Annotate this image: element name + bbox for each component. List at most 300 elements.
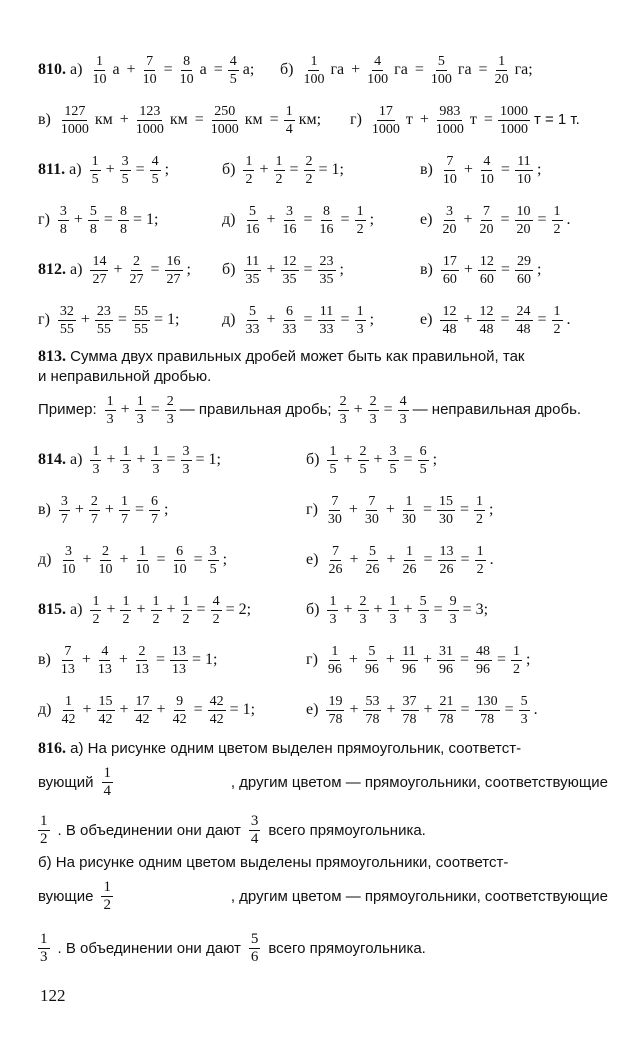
numerator: 3 — [286, 203, 293, 219]
fraction — [165, 254, 183, 287]
denominator: 13 — [97, 661, 112, 677]
denominator: 100 — [367, 71, 389, 87]
text-line: б) На рисунке одним цветом выделены прямоугольники, соответст- — [38, 854, 509, 871]
fraction — [151, 444, 162, 477]
denominator: 10 — [142, 71, 157, 87]
fraction — [438, 694, 456, 727]
fraction — [363, 694, 381, 727]
equation-item — [420, 146, 545, 194]
fraction — [441, 154, 459, 187]
unit-text: ; — [489, 501, 494, 518]
item-letter: в) — [38, 501, 51, 518]
fraction — [135, 394, 146, 427]
operator: = — [500, 161, 510, 178]
operator: + — [73, 211, 83, 228]
unit-text: ; — [536, 261, 542, 278]
equation-item — [38, 386, 585, 434]
unit-text: — неправильная дробь. — [412, 401, 582, 418]
item-letter: а) — [69, 161, 82, 178]
operator: + — [373, 601, 383, 618]
operator: = — [433, 601, 443, 618]
denominator: 60 — [479, 271, 494, 287]
numerator: 7 — [368, 493, 376, 509]
numerator: 4 — [483, 153, 491, 169]
denominator: 42 — [172, 711, 187, 727]
equation-item — [420, 246, 545, 294]
operator: = — [134, 501, 144, 518]
item-letter: г) — [38, 211, 50, 228]
numerator: 10 — [516, 203, 531, 219]
operator: = — [460, 551, 470, 568]
fraction — [438, 544, 456, 577]
operator: = — [340, 211, 350, 228]
operator: + — [386, 551, 396, 568]
fraction — [398, 394, 409, 427]
numerator: 8 — [183, 53, 191, 69]
fraction — [365, 54, 390, 87]
numerator: 5 — [89, 203, 97, 219]
numerator: 11 — [319, 303, 334, 319]
problem-813-text — [38, 346, 608, 368]
numerator: 1 — [152, 593, 160, 609]
fraction — [368, 394, 379, 427]
denominator: 3 — [520, 711, 528, 727]
fraction — [243, 304, 261, 337]
denominator: 3 — [449, 611, 457, 627]
problem-816b-line2 — [38, 872, 608, 920]
operator: = — [483, 111, 493, 128]
fraction — [338, 394, 349, 427]
numerator: 16 — [166, 253, 181, 269]
item-letter: г) — [350, 111, 362, 128]
operator: + — [349, 551, 359, 568]
fraction — [474, 494, 485, 527]
fraction — [134, 694, 152, 727]
problem-816a-line1 — [38, 738, 608, 760]
numerator: 2 — [138, 643, 146, 659]
operator: = — [193, 551, 203, 568]
operator: = — [163, 61, 173, 78]
numerator: 123 — [139, 103, 161, 119]
fraction — [133, 644, 151, 677]
item-letter: б) — [222, 261, 236, 278]
fraction — [318, 204, 336, 237]
fraction — [165, 394, 176, 427]
fraction — [363, 644, 381, 677]
fraction — [59, 104, 91, 137]
numerator: 11 — [245, 253, 260, 269]
numerator: 1 — [152, 443, 160, 459]
equation-item — [420, 296, 575, 344]
denominator: 2 — [152, 611, 160, 627]
denominator: 20 — [479, 221, 494, 237]
operator: + — [422, 651, 432, 668]
denominator: 42 — [61, 711, 76, 727]
operator: = — [166, 451, 176, 468]
numerator: 1 — [106, 393, 114, 409]
equation-line — [38, 96, 608, 144]
denominator: 7 — [150, 511, 158, 527]
numerator: 3 — [59, 203, 67, 219]
item-label — [222, 161, 235, 179]
numerator: 2 — [359, 593, 367, 609]
denominator: 5 — [329, 461, 337, 477]
operator: = — [289, 161, 299, 178]
fraction — [474, 644, 492, 677]
equation-item — [306, 486, 497, 534]
item-label — [306, 701, 318, 719]
denominator: 78 — [365, 711, 380, 727]
denominator: 100 — [430, 71, 452, 87]
denominator: 26 — [402, 561, 417, 577]
denominator: 6 — [250, 948, 259, 965]
numerator: 1 — [285, 103, 293, 119]
operator: = — [414, 61, 424, 78]
denominator: 13 — [134, 661, 149, 677]
unit-text: . — [533, 701, 538, 718]
unit-text: . — [566, 311, 571, 328]
unit-text: = 1; — [153, 311, 180, 328]
fraction — [90, 594, 101, 627]
operator: = — [156, 551, 166, 568]
operator: = — [459, 501, 470, 518]
unit-text: га — [457, 61, 472, 78]
numerator: 4 — [151, 153, 159, 169]
operator: + — [119, 111, 129, 128]
numerator: 13 — [439, 543, 454, 559]
fraction — [478, 154, 496, 187]
unit-text: ; — [186, 261, 191, 278]
fraction — [89, 494, 100, 527]
equation-line — [38, 146, 608, 194]
item-label — [420, 211, 432, 229]
denominator: 2 — [122, 611, 130, 627]
fraction — [477, 204, 495, 237]
numerator: 1 — [91, 153, 99, 169]
denominator: 4 — [250, 830, 259, 847]
numerator: 1 — [64, 693, 72, 709]
numerator: 3 — [389, 443, 397, 459]
numerator: 1 — [329, 443, 337, 459]
denominator: 30 — [401, 511, 416, 527]
operator: + — [463, 261, 473, 278]
fraction — [59, 644, 77, 677]
numerator: 1 — [92, 593, 100, 609]
unit-text: а — [112, 61, 120, 78]
operator: + — [351, 61, 361, 78]
denominator: 13 — [60, 661, 75, 677]
numerator: 11 — [402, 643, 416, 659]
denominator: 5 — [121, 171, 129, 187]
equation-line — [38, 436, 608, 484]
denominator: 42 — [209, 711, 224, 727]
fraction — [96, 644, 114, 677]
numerator: 1 — [120, 493, 128, 509]
unit-text: а — [199, 61, 207, 78]
fraction — [170, 644, 188, 677]
operator: = — [117, 311, 127, 328]
unit-text: = 3; — [462, 601, 489, 618]
fraction — [178, 54, 196, 87]
numerator: 250 — [214, 103, 236, 119]
denominator: 5 — [359, 461, 367, 477]
numerator: 1 — [103, 878, 111, 895]
operator: = — [500, 261, 510, 278]
item-letter: б) — [306, 451, 320, 468]
problem-816b-line1 — [38, 852, 608, 874]
unit-text: = 1; — [195, 451, 221, 468]
operator: = — [135, 161, 145, 178]
text: . В объединении они дают — [57, 939, 241, 957]
item-letter: в) — [420, 161, 433, 178]
operator: + — [113, 261, 123, 278]
numerator: 2 — [132, 253, 140, 269]
equation-item — [420, 196, 575, 244]
operator: = — [383, 401, 393, 418]
denominator: 78 — [328, 711, 343, 727]
numerator: 1 — [513, 643, 521, 659]
fraction — [134, 104, 166, 137]
fraction — [208, 544, 219, 577]
denominator: 2 — [275, 171, 283, 187]
operator: = — [194, 111, 204, 128]
denominator: 3 — [339, 411, 347, 427]
numerator: 5 — [520, 693, 528, 709]
problem-number: 813. — [38, 348, 66, 365]
operator: + — [463, 311, 473, 328]
denominator: 26 — [439, 561, 454, 577]
fraction — [281, 304, 299, 337]
unit-text: ; — [163, 501, 169, 518]
numerator: 1 — [182, 593, 190, 609]
text-line: а) На рисунке одним цветом выделен прямоугольник, соответст- — [70, 740, 522, 757]
equation-item — [222, 296, 378, 344]
denominator: 55 — [59, 321, 74, 337]
item-label — [38, 551, 51, 569]
numerator: 3 — [60, 493, 68, 509]
operator: = — [500, 211, 510, 228]
item-letter: г) — [306, 651, 318, 668]
unit-text: ; — [339, 261, 344, 278]
unit-text: ; — [369, 311, 375, 328]
item-letter: г) — [38, 311, 50, 328]
operator: = — [155, 651, 165, 668]
fraction — [150, 154, 161, 187]
problem-816b-line3 — [38, 924, 608, 972]
denominator: 5 — [209, 561, 217, 577]
numerator: 17 — [135, 693, 150, 709]
fraction — [59, 694, 77, 727]
operator: = — [459, 651, 470, 668]
denominator: 8 — [59, 221, 67, 237]
numerator: 2 — [369, 393, 377, 409]
item-label — [420, 311, 432, 329]
denominator: 78 — [439, 711, 454, 727]
fraction — [511, 644, 522, 677]
problem-813-text-2 — [38, 366, 608, 388]
operator: + — [156, 701, 166, 718]
numerator: 48 — [476, 643, 491, 659]
fraction — [434, 104, 466, 137]
denominator: 7 — [90, 511, 98, 527]
unit-text: км — [169, 111, 188, 128]
item-letter: б) — [222, 161, 236, 178]
equation-item — [306, 586, 492, 634]
equation-item — [38, 686, 259, 734]
equation-item — [38, 636, 221, 684]
fraction — [88, 204, 99, 237]
fraction — [418, 594, 429, 627]
unit-text: = 2; — [225, 601, 252, 618]
operator: = — [303, 311, 313, 328]
operator: + — [259, 161, 269, 178]
text: . В объединении они дают — [57, 821, 241, 839]
item-letter: б) — [280, 61, 294, 78]
fraction — [58, 204, 69, 237]
denominator: 10 — [442, 171, 457, 187]
denominator: 33 — [245, 321, 260, 337]
problem-number: 810. — [38, 61, 66, 78]
fraction — [38, 932, 50, 965]
item-letter: е) — [306, 551, 319, 568]
operator: + — [373, 451, 383, 468]
operator: = — [497, 651, 507, 668]
item-letter: Пример: — [38, 401, 97, 418]
equation-item — [222, 146, 348, 194]
operator: + — [343, 451, 353, 468]
item-label — [280, 61, 293, 79]
denominator: 33 — [282, 321, 297, 337]
fraction — [141, 54, 159, 87]
denominator: 42 — [98, 711, 113, 727]
numerator: 1 — [95, 53, 103, 69]
denominator: 5 — [419, 461, 427, 477]
denominator: 10 — [61, 561, 76, 577]
fraction — [120, 594, 131, 627]
fraction — [493, 54, 511, 87]
fraction — [134, 544, 152, 577]
denominator: 7 — [120, 511, 128, 527]
numerator: 13 — [171, 643, 186, 659]
fraction — [418, 444, 429, 477]
item-label — [38, 701, 51, 719]
denominator: 2 — [356, 221, 364, 237]
numerator: 1000 — [499, 103, 528, 119]
fraction — [440, 204, 458, 237]
numerator: 12 — [282, 253, 297, 269]
item-label — [306, 651, 318, 669]
item-label — [38, 501, 51, 519]
numerator: 1 — [406, 543, 413, 559]
item-label — [38, 311, 50, 329]
fraction — [281, 204, 299, 237]
fraction — [475, 544, 486, 577]
denominator: 1000 — [60, 121, 89, 137]
item-label — [420, 261, 433, 279]
item-letter: е) — [306, 701, 319, 718]
unit-text: т — [405, 111, 413, 128]
denominator: 5 — [151, 171, 159, 187]
fraction — [58, 304, 76, 337]
numerator: 11 — [517, 153, 531, 169]
item-label — [38, 161, 82, 179]
fraction — [355, 204, 366, 237]
fraction — [38, 814, 50, 847]
fraction — [59, 544, 77, 577]
fraction — [515, 304, 533, 337]
fraction — [90, 254, 108, 287]
numerator: 12 — [442, 303, 457, 319]
denominator: 55 — [133, 321, 148, 337]
operator: + — [74, 501, 84, 518]
fraction — [209, 104, 241, 137]
problem-number: 814. — [38, 451, 66, 468]
equation-item — [280, 46, 537, 94]
numerator: 32 — [59, 303, 74, 319]
fraction — [243, 204, 261, 237]
numerator: 7 — [331, 493, 339, 509]
fraction — [363, 544, 381, 577]
operator: + — [266, 211, 276, 228]
unit-text: га; — [514, 61, 533, 78]
denominator: 2 — [92, 611, 100, 627]
fraction — [400, 644, 418, 677]
fraction — [388, 594, 399, 627]
numerator: 8 — [119, 203, 127, 219]
fraction — [97, 694, 115, 727]
fraction — [132, 304, 150, 337]
numerator: 1 — [103, 764, 111, 781]
denominator: 30 — [327, 511, 342, 527]
fraction — [181, 444, 192, 477]
numerator: 14 — [92, 253, 107, 269]
numerator: 1 — [553, 303, 561, 319]
numerator: 1 — [310, 53, 318, 69]
equation-item — [38, 536, 231, 584]
numerator: 1 — [356, 303, 364, 319]
numerator: 1 — [136, 393, 144, 409]
operator: + — [82, 551, 92, 568]
unit-text: км — [94, 111, 113, 128]
denominator: 3 — [182, 461, 190, 477]
numerator: 5 — [250, 930, 259, 947]
numerator: 29 — [516, 253, 531, 269]
numerator: 1 — [356, 203, 364, 219]
numerator: 7 — [64, 643, 72, 659]
item-letter: в) — [38, 651, 51, 668]
fraction — [105, 394, 116, 427]
numerator: 24 — [516, 303, 531, 319]
item-label — [306, 601, 319, 619]
denominator: 100 — [303, 71, 325, 87]
denominator: 3 — [419, 611, 427, 627]
denominator: 3 — [359, 611, 367, 627]
fraction — [120, 154, 131, 187]
denominator: 55 — [96, 321, 111, 337]
numerator: 130 — [476, 693, 498, 709]
operator: + — [419, 111, 429, 128]
numerator: 2 — [90, 493, 98, 509]
equation-line — [38, 246, 608, 294]
item-label — [38, 601, 82, 619]
item-label — [222, 211, 235, 229]
denominator: 96 — [327, 661, 342, 677]
equation-line — [38, 686, 608, 734]
numerator: 17 — [378, 103, 393, 119]
denominator: 42 — [135, 711, 150, 727]
operator: + — [80, 311, 90, 328]
numerator: 53 — [365, 693, 380, 709]
